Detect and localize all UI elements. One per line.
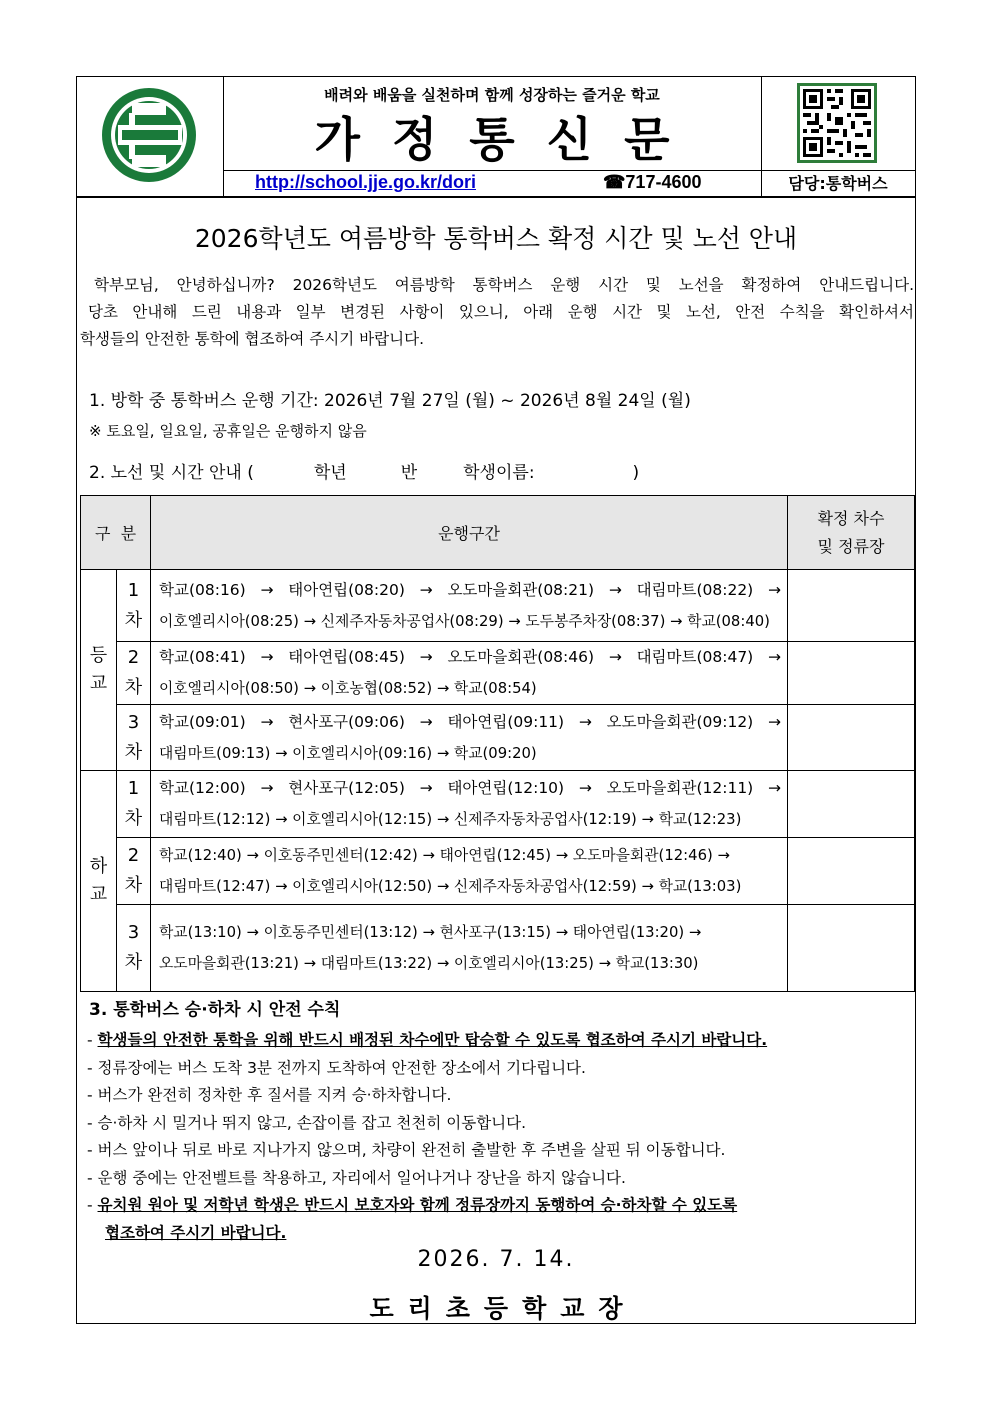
rule-item: - 유치원 원아 및 저학년 학생은 반드시 보호자와 함께 정류장까지 동행하여 승·하차할 수 있도록 (87, 1196, 738, 1214)
rule-item-continuation (87, 1220, 915, 1248)
phone-number: ☎717-4600 (603, 172, 702, 192)
safety-rules (87, 1027, 915, 1247)
run-suffix: 차 (124, 952, 143, 973)
rule-item: - 운행 중에는 안전벨트를 착용하고, 자리에서 일어나거나 장난을 하지 않습니다. (87, 1168, 626, 1187)
school-motto: 배려와 배움을 실천하며 함께 성장하는 즐거운 학교 (324, 86, 660, 104)
rule-text: 학생들의 안전한 통학을 위해 반드시 배정된 차수에만 탑승할 수 있도록 협조하여 주시기 바랍니다. (97, 1031, 768, 1049)
run-number (117, 570, 151, 642)
period-note: ※ 토요일, 일요일, 공휴일은 운행하지 않음 (89, 422, 367, 440)
header-confirm-line: 및 정류장 (817, 536, 885, 556)
rule-item: - 학생들의 안전한 통학을 위해 반드시 배정된 차수에만 탑승할 수 있도록 협조하여 주시기 바랍니다. (87, 1031, 768, 1049)
run-num: 1 (127, 778, 140, 799)
rule-item: - 승·하차 시 밀거나 뛰지 않고, 손잡이를 잡고 천천히 이동합니다. (87, 1113, 527, 1132)
grade-field-label: 학년 (313, 463, 347, 483)
rule-item: - 버스가 완전히 정차한 후 질서를 지켜 승·하차합니다. (87, 1086, 452, 1104)
header-confirm (788, 496, 915, 570)
contact-row (223, 170, 761, 197)
route-cell (151, 838, 788, 905)
table-row (81, 642, 915, 705)
header-center (223, 77, 762, 196)
document-frame (76, 76, 916, 1324)
route-cell (151, 570, 788, 642)
run-suffix: 차 (124, 808, 143, 829)
route-line: 학교(08:16) → 태아연립(08:20) → 오도마을회관(08:21) → 대림마트(08:22) → (159, 580, 781, 599)
run-number (117, 642, 151, 705)
confirm-cell[interactable] (788, 705, 915, 771)
route-line: 학교(08:41) → 태아연립(08:45) → 오도마을회관(08:46) → 대림마트(08:47) → (159, 648, 781, 666)
route-line: 이호엘리시아(08:50) → 이호농협(08:52) → 학교(08:54) (159, 680, 537, 697)
table-row (81, 570, 915, 642)
logo-cell (77, 77, 224, 196)
issue-date: 2026. 7. 14. (417, 1247, 575, 1272)
route-line: 학교(13:10) → 이호동주민센터(13:12) → 현사포구(13:15) → 태아연립(13:20) → (159, 924, 702, 941)
run-number (117, 838, 151, 905)
qr-cell (761, 77, 915, 196)
run-num: 2 (127, 647, 140, 668)
table-row (81, 705, 915, 771)
letter-title: 가정통신문 (314, 113, 702, 168)
rule-text: 운행 중에는 안전벨트를 착용하고, 자리에서 일어나거나 장난을 하지 않습니다. (97, 1168, 626, 1187)
confirm-cell[interactable] (788, 838, 915, 905)
section-heading: 2. 노선 및 시간 안내 ( (89, 463, 254, 483)
qr-code (797, 83, 877, 163)
confirm-cell[interactable] (788, 570, 915, 642)
group-char: 등교 (89, 645, 108, 694)
route-table (80, 495, 915, 992)
class-field-label: 반 (400, 463, 418, 483)
rule-item: - 버스 앞이나 뒤로 바로 지나가지 않으며, 차량이 완전히 출발한 후 주변을 살핀 뒤 이동합니다. (87, 1141, 726, 1159)
route-line: 학교(12:00) → 현사포구(12:05) → 태아연립(12:10) → 오도마을회관(12:11) → (159, 779, 781, 797)
run-number (117, 905, 151, 992)
run-number (117, 705, 151, 771)
group-label-go (81, 570, 117, 771)
section-safety-heading: 3. 통학버스 승·하차 시 안전 수칙 (89, 1000, 341, 1020)
section-period (89, 386, 691, 411)
rule-text: 승·하차 시 밀거나 뛰지 않고, 손잡이를 잡고 천천히 이동합니다. (97, 1113, 527, 1132)
section-heading: 1. 방학 중 통학버스 운행 기간 (89, 391, 313, 411)
group-char: 하교 (89, 856, 108, 905)
run-number (117, 771, 151, 838)
route-line: 학교(09:01) → 현사포구(09:06) → 태아연립(09:11) → 오도마을회관(09:12) → (159, 712, 781, 731)
manager-label: 담당:통학버스 (761, 170, 915, 197)
rule-item: - 정류장에는 버스 도착 3분 전까지 도착하여 안전한 장소에서 기다립니다. (87, 1058, 586, 1077)
route-cell (151, 705, 788, 771)
letter-header (77, 77, 915, 198)
route-line: 이호엘리시아(08:25) → 신제주자동차공업사(08:29) → 도두봉주차장(08:37) → 학교(08:40) (159, 612, 770, 630)
confirm-cell[interactable] (788, 905, 915, 992)
intro-paragraph (80, 272, 914, 353)
route-line: 대림마트(12:12) → 이호엘리시아(12:15) → 신제주자동차공업사(12:19) → 학교(12:23) (159, 811, 742, 828)
table-row (81, 905, 915, 992)
run-num: 2 (127, 845, 140, 866)
route-cell (151, 771, 788, 838)
route-line: 대림마트(12:47) → 이호엘리시아(12:50) → 신제주자동차공업사(12:59) → 학교(13:03) (159, 878, 742, 895)
header-confirm-line: 확정 차수 (817, 508, 885, 528)
rule-text: 협조하여 주시기 바랍니다. (105, 1223, 287, 1242)
header-category: 구 분 (81, 496, 151, 570)
intro-line: 학생들의 안전한 통학에 협조하여 주시기 바랍니다. (80, 330, 424, 348)
run-suffix: 차 (124, 741, 143, 763)
section-route-heading (89, 458, 639, 483)
table-row (81, 838, 915, 905)
period-text: : 2026년 7월 27일 (월) ~ 2026년 8월 24일 (월) (312, 391, 691, 411)
route-line: 오도마을회관(13:21) → 대림마트(13:22) → 이호엘리시아(13:25) → 학교(13:30) (159, 955, 699, 972)
intro-line: 당초 안내해 드린 내용과 일부 변경된 사항이 있으니, 아래 운행 시간 및 노선, 안전 수칙을 확인하셔서 (88, 303, 914, 321)
paren-close: ) (632, 463, 640, 483)
table-header-row (81, 496, 915, 570)
rule-text: 버스 앞이나 뒤로 바로 지나가지 않으며, 차량이 완전히 출발한 후 주변을 살핀 뒤 이동합니다. (97, 1141, 726, 1159)
run-suffix: 차 (124, 677, 143, 698)
run-num: 3 (127, 922, 140, 943)
header-route: 운행구간 (151, 496, 788, 570)
student-name-label: 학생이름: (463, 463, 535, 483)
signer: 도리초등학교장 (369, 1294, 637, 1323)
run-suffix: 차 (124, 609, 143, 631)
rule-text: 정류장에는 버스 도착 3분 전까지 도착하여 안전한 장소에서 기다립니다. (97, 1058, 586, 1077)
run-num: 1 (127, 579, 140, 601)
document-title: 2026학년도 여름방학 통학버스 확정 시간 및 노선 안내 (194, 224, 798, 253)
school-logo (77, 77, 223, 196)
table-row (81, 771, 915, 838)
run-num: 3 (127, 711, 140, 733)
route-line: 학교(12:40) → 이호동주민센터(12:42) → 태아연립(12:45) → 오도마을회관(12:46) → (159, 847, 730, 864)
run-suffix: 차 (124, 875, 143, 896)
intro-line: 학부모님, 안녕하십니까? 2026학년도 여름방학 통학버스 운행 시간 및 노선을 확정하여 안내드립니다. (94, 276, 914, 294)
group-label-return (81, 771, 117, 992)
confirm-cell[interactable] (788, 642, 915, 705)
route-cell (151, 642, 788, 705)
route-line: 대림마트(09:13) → 이호엘리시아(09:16) → 학교(09:20) (159, 744, 537, 762)
school-url-link[interactable]: http://school.jje.go.kr/dori (255, 172, 477, 192)
rule-text: 유치원 원아 및 저학년 학생은 반드시 보호자와 함께 정류장까지 동행하여 승·하차할 수 있도록 (97, 1196, 738, 1214)
rule-text: 버스가 완전히 정차한 후 질서를 지켜 승·하차합니다. (97, 1086, 452, 1104)
confirm-cell[interactable] (788, 771, 915, 838)
route-cell (151, 905, 788, 992)
